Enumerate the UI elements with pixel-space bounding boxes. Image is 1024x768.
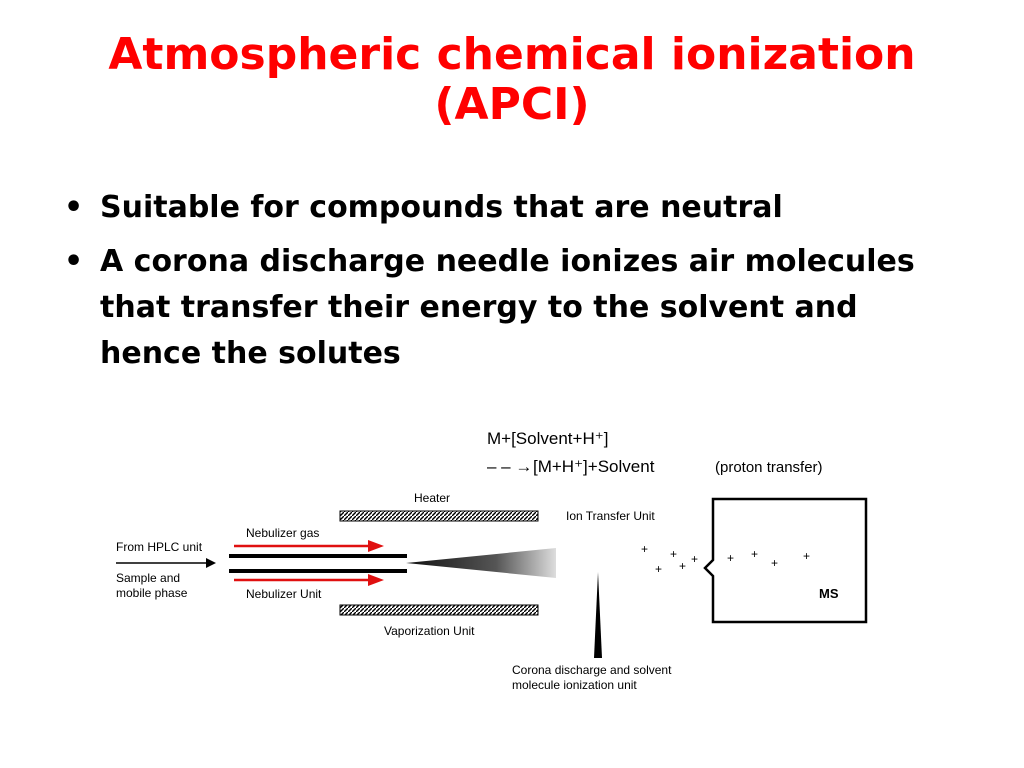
equation-note: (proton transfer) xyxy=(715,459,823,476)
spray-plume xyxy=(406,548,556,578)
bullet-text: Suitable for compounds that are neutral xyxy=(100,190,783,225)
sample-label-1: Sample and xyxy=(116,571,181,585)
ion-symbol: + xyxy=(679,559,687,573)
nebulizer-unit-label: Nebulizer Unit xyxy=(246,587,322,601)
corona-label-1: Corona discharge and solvent xyxy=(512,663,672,677)
gas-flow-arrowhead-lower xyxy=(368,574,384,586)
ion-symbol: + xyxy=(751,547,759,561)
title-line-2: (APCI) xyxy=(434,79,590,130)
bullet-marker: • xyxy=(64,244,84,279)
from-hplc-label: From HPLC unit xyxy=(116,540,203,554)
nebulizer-tube-upper xyxy=(229,554,407,558)
heater-bar xyxy=(340,511,538,521)
bullet-text: A corona discharge needle ionizes air molecules that transfer their energy to the solvent and hence the solutes xyxy=(100,244,915,371)
hplc-flow-arrowhead xyxy=(206,558,216,568)
corona-label-2: molecule ionization unit xyxy=(512,678,637,692)
vaporization-unit-label: Vaporization Unit xyxy=(384,624,475,638)
ion-symbol: + xyxy=(727,551,735,565)
equation-line-2: [M+H⁺]+Solvent xyxy=(533,457,655,476)
ion-symbol: + xyxy=(691,552,699,566)
gas-flow-arrowhead-upper xyxy=(368,540,384,552)
sample-label-2: mobile phase xyxy=(116,586,188,600)
nebulizer-gas-label: Nebulizer gas xyxy=(246,526,320,540)
corona-needle xyxy=(594,572,602,658)
ion-transfer-unit-label: Ion Transfer Unit xyxy=(566,509,655,523)
vaporization-bar xyxy=(340,605,538,615)
ion-symbol: + xyxy=(803,549,811,563)
nebulizer-tube-lower xyxy=(229,569,407,573)
ion-symbol: + xyxy=(670,547,678,561)
equation-line-1: M+[Solvent+H⁺] xyxy=(487,429,609,448)
ion-symbol: + xyxy=(771,556,779,570)
title-line-1: Atmospheric chemical ionization xyxy=(108,29,916,80)
ms-label: MS xyxy=(819,586,839,601)
equation-arrow: – – → xyxy=(487,457,533,476)
heater-label: Heater xyxy=(414,491,451,505)
bullet-marker: • xyxy=(64,190,84,225)
ion-symbol: + xyxy=(641,542,649,556)
ion-symbol: + xyxy=(655,562,663,576)
